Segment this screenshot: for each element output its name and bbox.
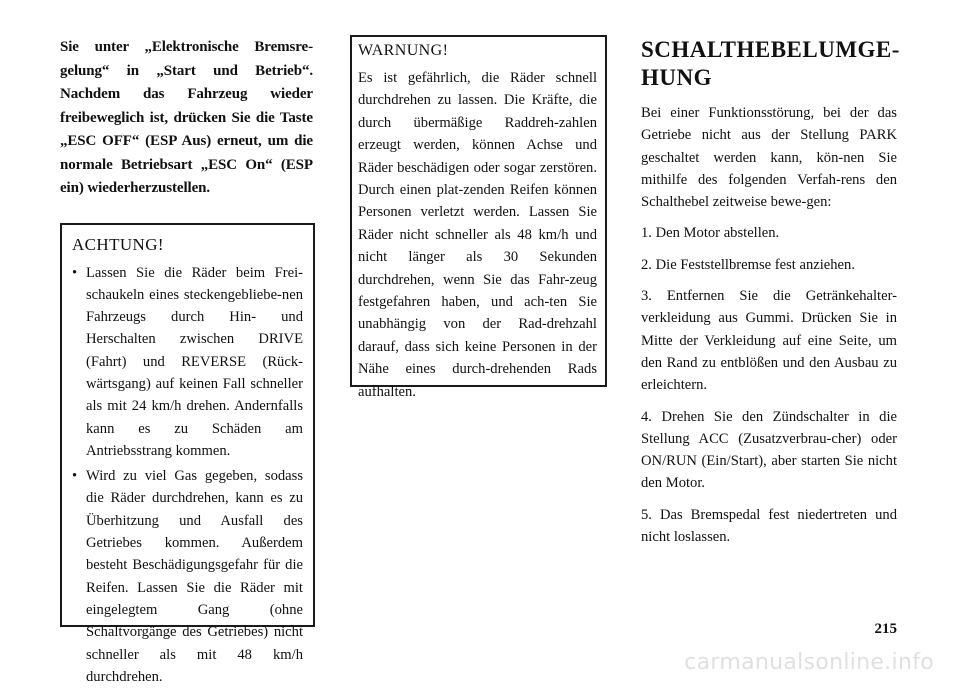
section-body	[641, 102, 897, 548]
caution-box	[60, 223, 315, 627]
left-column	[60, 36, 313, 627]
warning-text: Es ist gefährlich, die Räder schnell durchdrehen zu lassen. Die Kräfte, die durch übermäßige Raddreh-zahlen erzeugt werden, können Achse und Räder beschädigen oder sogar zerstören. Durch einen plat-zenden Reifen können Personen verletzt werden. Lassen Sie Räder nicht schneller als 48 km/h und nicht länger als 30 Sekunden durchdrehen, wenn Sie das Fahr-zeug festgefahren haben, und ach-ten Sie unabhängig von der Rad-drehzahl darauf, dass sich keine Personen in der Nähe eines durch-drehenden Rads aufhalten.	[358, 67, 597, 403]
step-item: 3. Entfernen Sie die Getränkehalter-verkleidung aus Gummi. Drücken Sie in Mitte der Verkleidung auf eine Seite, um den Rand zu entblößen und den Ausbau zu erleichtern.	[641, 285, 897, 396]
intro-paragraph: Sie unter „Elektronische Bremsre-gelung“ in „Start und Betrieb“. Nachdem das Fahrzeug wieder freibeweglich ist, drücken Sie die Taste „ESC OFF“ (ESP Aus) erneut, um die normale Betriebsart „ESC On“ (ESP ein) wiederherzustellen.	[60, 36, 313, 201]
caution-item: • Lassen Sie die Räder beim Frei-schaukeln eines steckengebliebe-nen Fahrzeugs durch Hin- und Herschalten zwischen DRIVE (Fahrt) und REVERSE (Rück-wärtsgang) auf keinen Fall schneller als mit 24 km/h drehen. Andernfalls kann es zu Schäden am Antriebsstrang kommen.	[72, 262, 303, 463]
caution-title: ACHTUNG!	[72, 234, 303, 256]
step-item: 1. Den Motor abstellen.	[641, 222, 897, 244]
section-intro: Bei einer Funktionsstörung, bei der das Getriebe nicht aus der Stellung PARK geschaltet werden kann, kön-nen Sie mithilfe des folgenden Verfah-rens den Schalthebel zeitweise bewe-gen:	[641, 102, 897, 213]
caution-item: • Wird zu viel Gas gegeben, sodass die Räder durchdrehen, kann es zu Überhitzung und Ausfall des Getriebes kommen. Außerdem besteht Beschädigungsgefahr für die Reifen. Lassen Sie die Räder mit eingelegtem Gang (ohne Schaltvorgänge des Getriebes) nicht schneller als mit 48 km/h durchdrehen.	[72, 465, 303, 688]
page-number: 215	[875, 621, 898, 638]
step-item: 2. Die Feststellbremse fest anziehen.	[641, 254, 897, 276]
watermark-text: carmanualsonline.info	[684, 650, 934, 675]
caution-list	[72, 262, 303, 688]
section-heading: SCHALTHEBELUMGE-HUNG	[641, 36, 897, 92]
right-column	[641, 36, 897, 557]
warning-box	[350, 35, 607, 387]
step-item: 5. Das Bremspedal fest niedertreten und nicht loslassen.	[641, 504, 897, 549]
steps-list	[641, 222, 897, 548]
warning-title: WARNUNG!	[358, 40, 597, 62]
middle-column	[350, 36, 605, 387]
step-item: 4. Drehen Sie den Zündschalter in die Stellung ACC (Zusatzverbrau-cher) oder ON/RUN (Ein/Start), aber starten Sie nicht den Motor.	[641, 406, 897, 495]
